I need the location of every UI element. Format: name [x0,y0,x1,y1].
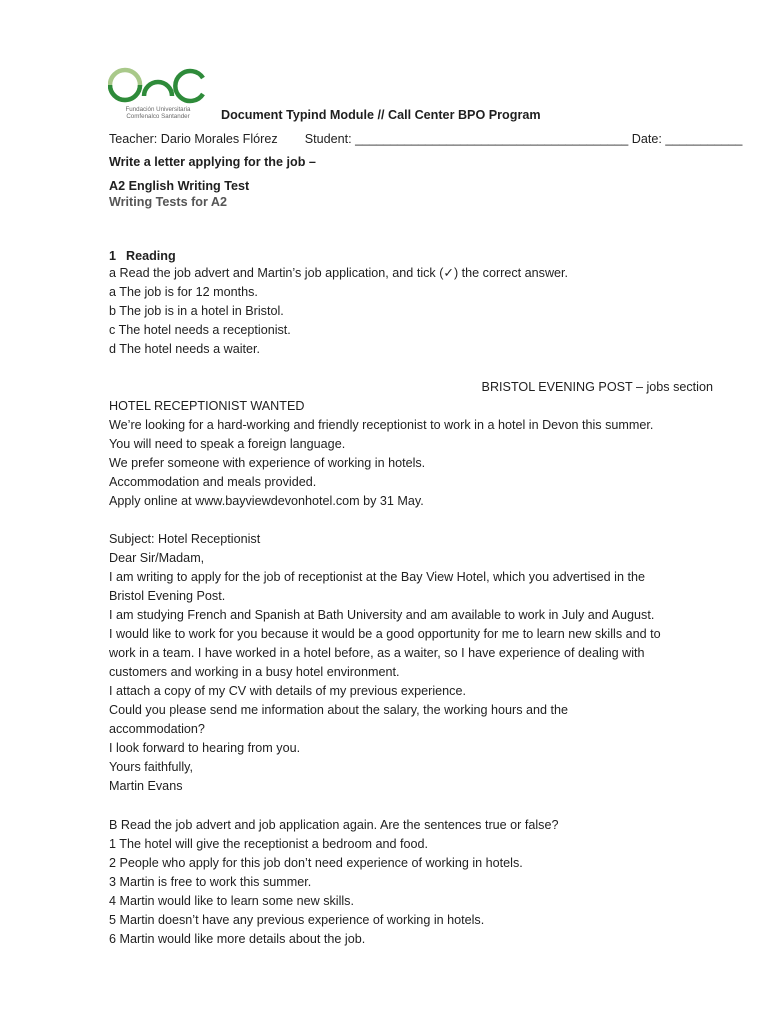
letter-line: Dear Sir/Madam, [109,551,205,565]
option-item: b The job is in a hotel in Bristol. [109,304,284,318]
advert-line: HOTEL RECEPTIONIST WANTED [109,399,305,413]
instruction-b: B Read the job advert and job application again. Are the sentences true or false? [109,818,559,832]
task-heading: Write a letter applying for the job – [109,155,316,169]
test-subtitle: Writing Tests for A2 [109,195,228,209]
question-item: 4 Martin would like to learn some new skills. [109,894,354,908]
letter-line: work in a team. I have worked in a hotel before, as a waiter, so I have experience of dealing with [109,646,645,660]
letter-line: I am studying French and Spanish at Bath University and am available to work in July and August. [109,608,655,622]
advert-line: Accommodation and meals provided. [109,475,317,489]
advert-source: BRISTOL EVENING POST – jobs section [481,380,713,394]
option-item: c The hotel needs a receptionist. [109,323,291,337]
letter-line: customers and working in a busy hotel environment. [109,665,400,679]
document-title: Document Typind Module // Call Center BPO Program [221,108,541,122]
letter-line: I look forward to hearing from you. [109,741,301,755]
option-item: a The job is for 12 months. [109,285,258,299]
question-item: 6 Martin would like more details about the job. [109,932,366,946]
advert-line: We’re looking for a hard-working and friendly receptionist to work in a hotel in Devon this summer. [109,418,654,432]
instruction-a: a Read the job advert and Martin’s job application, and tick (✓) the correct answer. [109,266,569,280]
advert-line: We prefer someone with experience of working in hotels. [109,456,426,470]
section-heading [109,247,176,265]
section-title: Reading [126,249,176,263]
teacher-name: Teacher: Dario Morales Flórez [109,132,278,146]
letter-line: Could you please send me information about the salary, the working hours and the [109,703,569,717]
advert-line: Apply online at www.bayviewdevonhotel.com by 31 May. [109,494,424,508]
question-item: 1 The hotel will give the receptionist a bedroom and food. [109,837,429,851]
advert-line: You will need to speak a foreign language. [109,437,346,451]
letter-line: Subject: Hotel Receptionist [109,532,261,546]
section-number: 1 [109,249,117,263]
letter-line: I am writing to apply for the job of receptionist at the Bay View Hotel, which you advertised in the [109,570,645,584]
letter-line: accommodation? [109,722,205,736]
letter-line: I attach a copy of my CV with details of my previous experience. [109,684,466,698]
test-title: A2 English Writing Test [109,179,250,193]
question-item: 5 Martin doesn’t have any previous experience of working in hotels. [109,913,485,927]
question-item: 2 People who apply for this job don’t need experience of working in hotels. [109,856,523,870]
letter-line: I would like to work for you because it would be a good opportunity for me to learn new skills and to [109,627,661,641]
letter-line: Yours faithfully, [109,760,194,774]
letter-signature: Martin Evans [109,779,183,793]
student-date-field: Student: _______________________________________ Date: ___________ [304,132,743,146]
logo-caption: Fundación Universitaria Comfenalco Santander [125,106,191,120]
option-item: d The hotel needs a waiter. [109,342,260,356]
letter-line: Bristol Evening Post. [109,589,226,603]
question-item: 3 Martin is free to work this summer. [109,875,312,889]
teacher-line [109,130,742,148]
